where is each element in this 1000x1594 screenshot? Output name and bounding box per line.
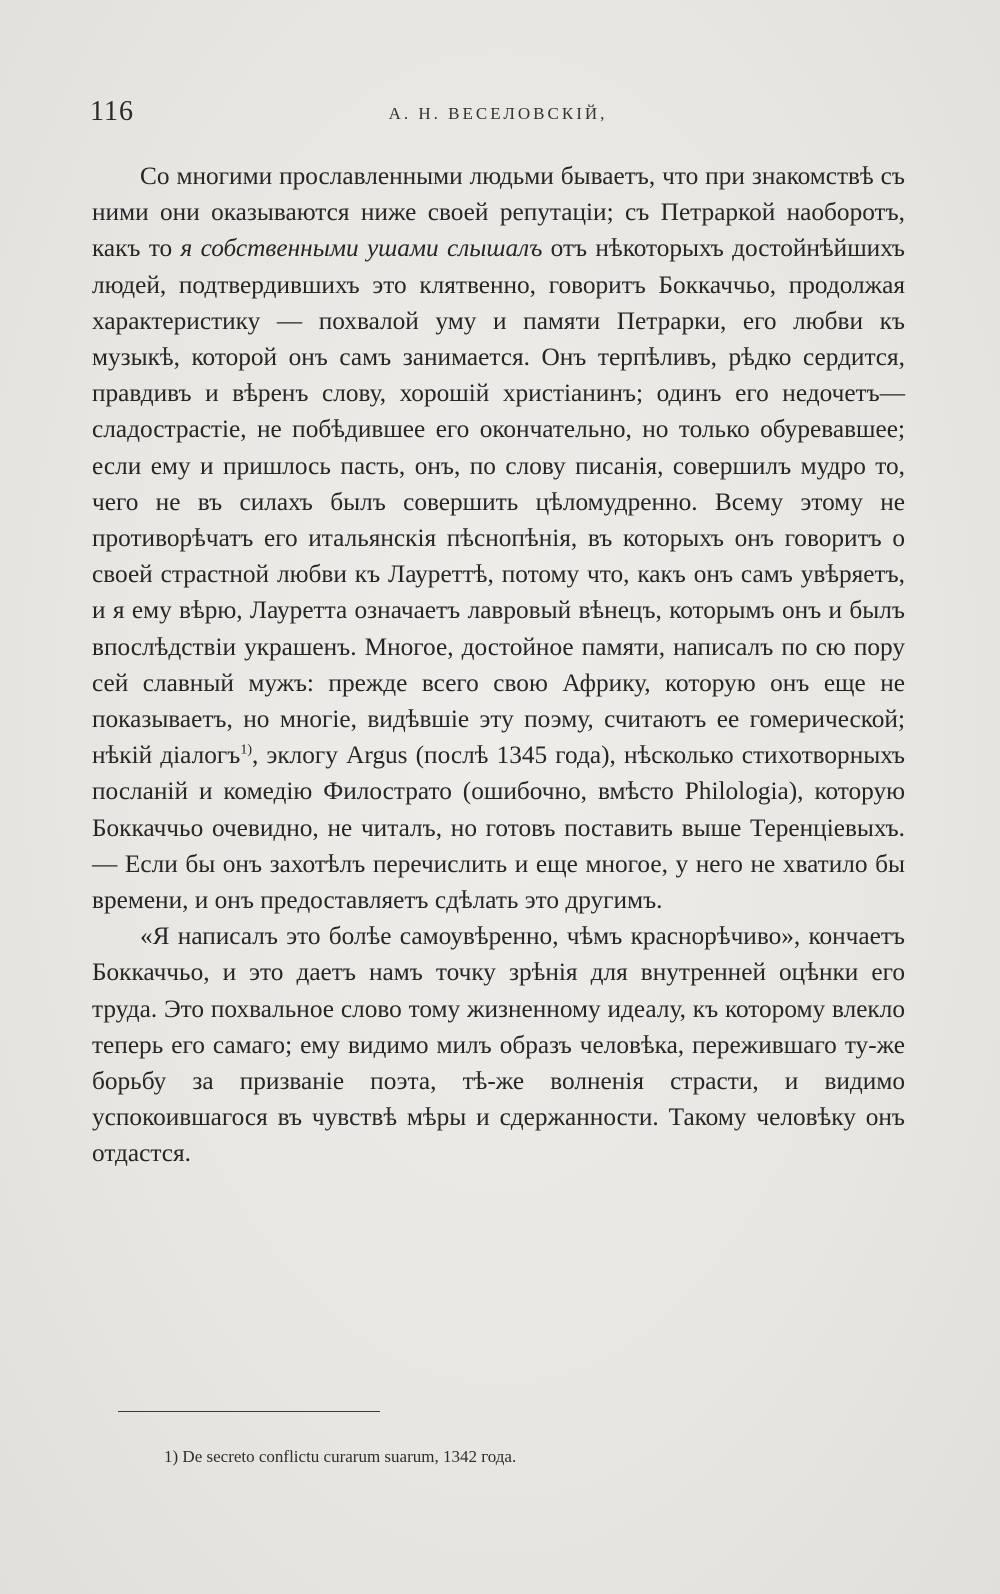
page-number: 116 [90,96,134,127]
running-head: А. Н. ВЕСЕЛОВСКІЙ, [388,104,608,123]
italic-phrase: я собственными ушами слышалъ [180,234,543,263]
paragraph-1-part-1: Со многими прославленными людьми бываетъ, что при знакомствѣ съ ними они оказываются ниже своей репутаціи; съ Петраркой наоборотъ, какъ то [92,162,905,263]
body-text [92,158,905,1172]
paragraph-2: «Я написалъ это болѣе самоувѣренно, чѣмъ краснорѣчиво», кончаетъ Боккаччьо, и это даетъ намъ точку зрѣнія для внутренней оцѣнки его труда. Это похвальное слово тому жизненному идеалу, къ которому влекло теперь его самаго; ему видимо милъ образъ человѣка, пережившаго ту-же борьбу за призваніе поэта, тѣ-же волненія страсти, и видимо успокоившагося въ чувствѣ мѣры и сдержанности. Такому человѣку онъ отдастся. [92,922,905,1168]
footnote: 1) De secreto conflictu curarum suarum, 1342 года. [164,1447,517,1466]
paragraph-1-part-3: , эклогу Argus (послѣ 1345 года), нѣсколько стихотворныхъ посланій и комедію Филострато (ошибочно, вмѣсто Philologia), которую Боккаччьо очевидно, не читалъ, но готовъ поставить выше Теренціевыхъ. — Если бы онъ захотѣлъ перечислить и еще многое, у него не хватило бы времени, и онъ предоставляетъ сдѣлать это другимъ. [92,741,905,915]
footnote-divider [118,1411,380,1412]
footnote-reference[interactable]: 1) [240,742,253,758]
paragraph-1-part-2: отъ нѣкоторыхъ достойнѣйшихъ людей, подтвердившихъ это клятвенно, говоритъ Боккаччьо, продолжая характеристику — похвалой уму и памяти Петрарки, его любви къ музыкѣ, которой онъ самъ занимается. Онъ терпѣливъ, рѣдко сердится, правдивъ и вѣренъ слову, хорошій христіанинъ; одинъ его недочетъ—сладострастіе, не побѣдившее его окончательно, но только обуревавшее; если ему и пришлось пасть, онъ, по слову писанія, совершилъ мудро то, чего не въ силахъ былъ совершить цѣломудренно. Всему этому не противорѣчатъ его итальянскія пѣснопѣнія, въ которыхъ онъ говоритъ о своей страстной любви къ Лауреттѣ, потому что, какъ онъ самъ увѣряетъ, и я ему вѣрю, Лауретта означаетъ лавровый вѣнецъ, которымъ онъ и былъ впослѣдствіи украшенъ. Многое, достойное памяти, написалъ по сю пору сей славный мужъ: прежде всего свою Африку, которую онъ еще не показываетъ, но многіе, видѣвшіе эту поэму, считаютъ ее гомерической; нѣкій діалогъ [92,234,905,770]
page-header [90,96,906,136]
paragraph-1 [92,158,905,918]
